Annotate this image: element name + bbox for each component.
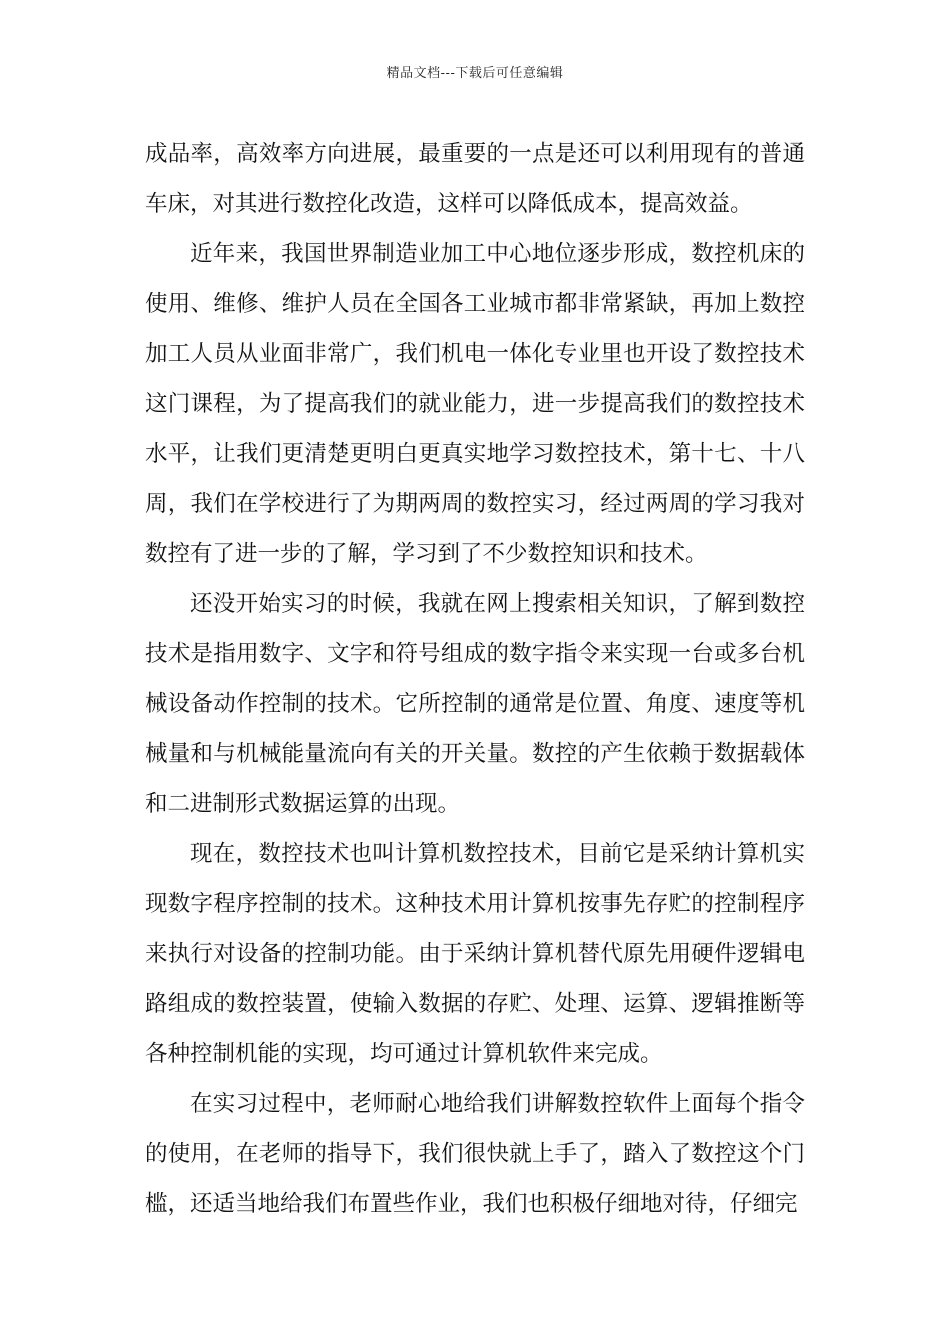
paragraph-2: 近年来，我国世界制造业加工中心地位逐步形成，数控机床的使用、维修、维护人员在全国各工业城市都非常紧缺，再加上数控加工人员从业面非常广，我们机电一体化专业里也开设了数控技术这门课程，为了提高我们的就业能力，进一步提高我们的数控技术水平，让我们更清楚更明白更真实地学习数控技术，第十七、十八周，我们在学校进行了为期两周的数控实习，经过两周的学习我对数控有了进一步的了解，学习到了不少数控知识和技术。 <box>145 241 805 567</box>
page-header: 精品文档---下载后可任意编辑 <box>386 66 564 81</box>
paragraph-3: 还没开始实习的时候，我就在网上搜索相关知识，了解到数控技术是指用数字、文字和符号组成的数字指令来实现一台或多台机械设备动作控制的技术。它所控制的通常是位置、角度、速度等机械量和与机械能量流向有关的开关量。数控的产生依赖于数据载体和二进制形式数据运算的出现。 <box>145 591 805 817</box>
paragraph-1: 成品率，高效率方向进展，最重要的一点是还可以利用现有的普通车床，对其进行数控化改造，这样可以降低成本，提高效益。 <box>145 141 805 217</box>
document-body <box>145 129 805 1229</box>
paragraph-5: 在实习过程中，老师耐心地给我们讲解数控软件上面每个指令的使用，在老师的指导下，我们很快就上手了，踏入了数控这个门槛，还适当地给我们布置些作业，我们也积极仔细地对待，仔细完 <box>145 1091 805 1217</box>
paragraph-4: 现在，数控技术也叫计算机数控技术，目前它是采纳计算机实现数字程序控制的技术。这种技术用计算机按事先存贮的控制程序来执行对设备的控制功能。由于采纳计算机替代原先用硬件逻辑电路组成的数控装置，使输入数据的存贮、处理、运算、逻辑推断等各种控制机能的实现，均可通过计算机软件来完成。 <box>145 841 805 1067</box>
